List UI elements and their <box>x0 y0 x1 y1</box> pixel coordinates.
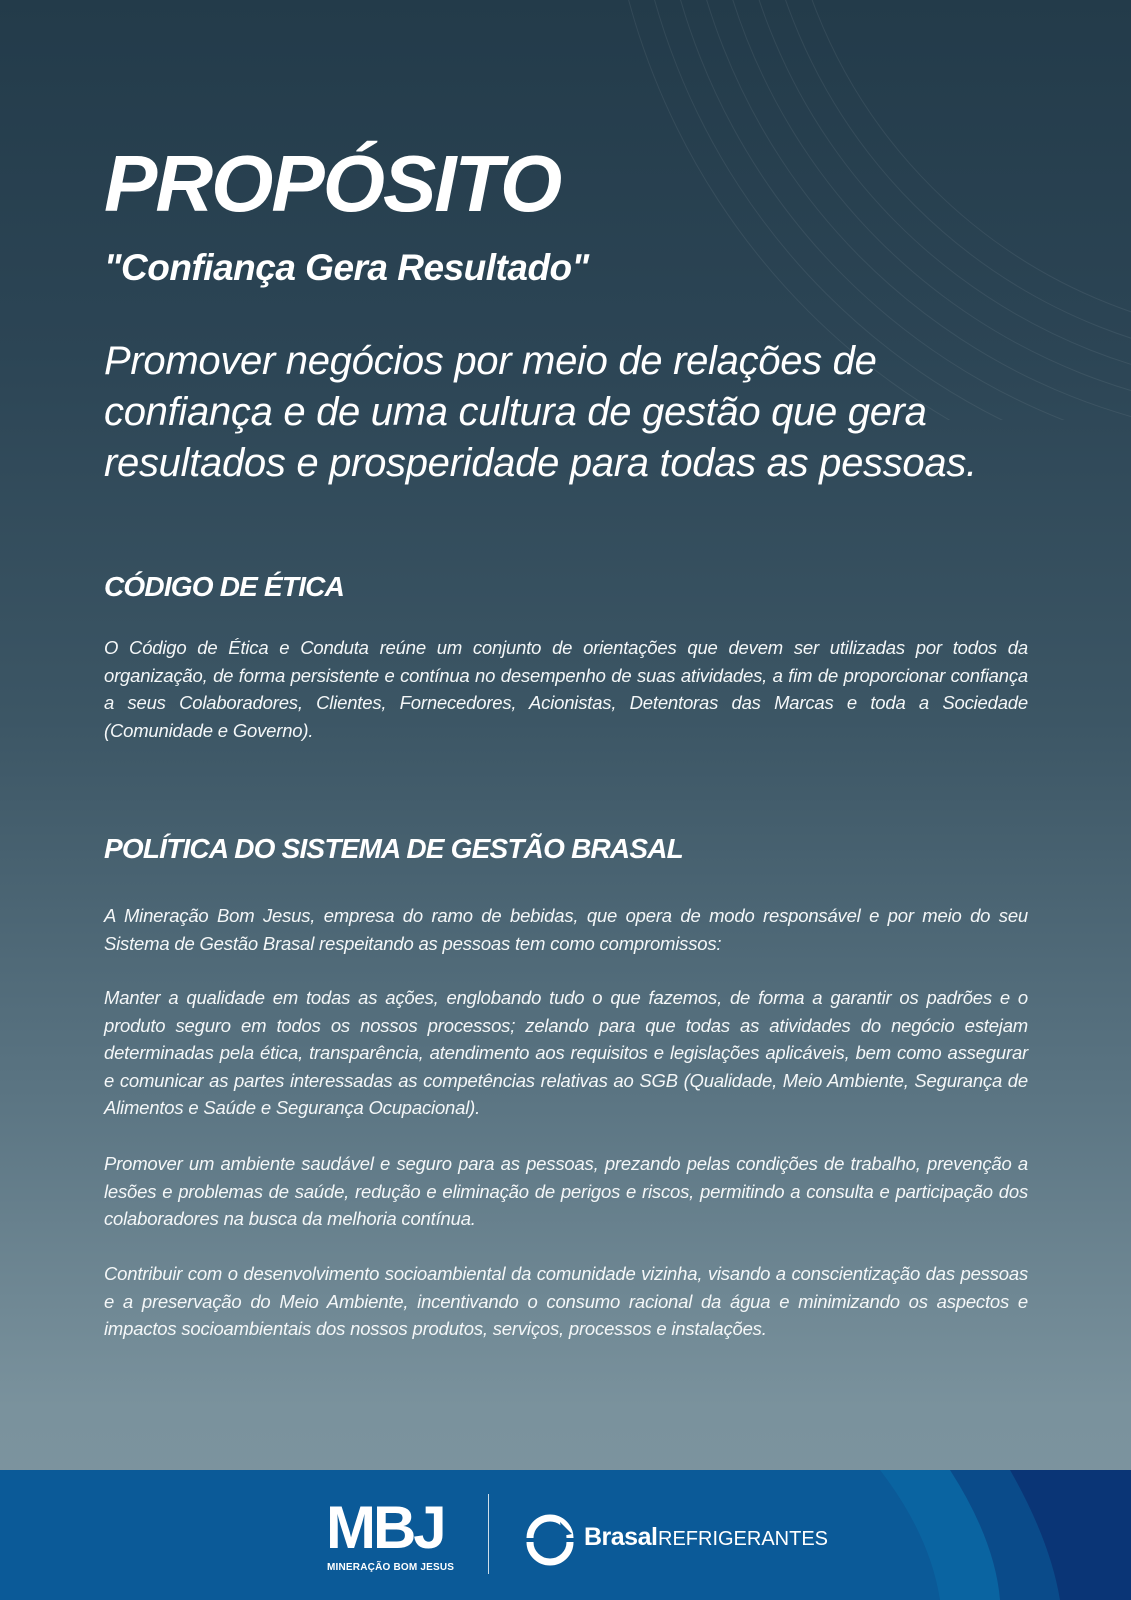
ethics-text: O Código de Ética e Conduta reúne um conjunto de orientações que devem ser utilizadas por todos da organização, de forma persistente e contínua no desempenho de suas atividades, a fim de proporcionar confiança a seus Colaboradores, Clientes, Fornecedores, Acionistas, Detentoras das Marcas e toda a Sociedade (Comunidade e Governo). <box>104 637 1028 741</box>
brasal-ring-icon <box>522 1510 578 1566</box>
policy-paragraph-quality: Manter a qualidade em todas as ações, englobando tudo o que fazemos, de forma a garantir os padrões e o produto seguro em todos os nossos processos; zelando para que todas as atividades do negócio estejam determinadas pela ética, transparência, atendimento aos requisitos e legislações aplicáveis, bem como assegurar e comunicar as partes interessadas as competências relativas ao SGB (Qualidade, Meio Ambiente, Segurança de Alimentos e Saúde e Segurança Ocupacional). <box>104 987 1028 1118</box>
logo-divider <box>488 1494 489 1574</box>
mbj-logo-text: MBJ <box>326 1494 444 1561</box>
purpose-statement: Promover negócios por meio de relações de confiança e de uma cultura de gestão que gera resultados e prosperidade para todas as pessoas. <box>104 339 977 485</box>
policy-paragraph-intro: A Mineração Bom Jesus, empresa do ramo de bebidas, que opera de modo responsável e por meio do seu Sistema de Gestão Brasal respeitando as pessoas tem como compromissos: <box>104 905 1028 954</box>
mbj-logo-subtitle: MINERAÇÃO BOM JESUS <box>327 1562 455 1573</box>
policy-paragraph-health: Promover um ambiente saudável e seguro para as pessoas, prezando pelas condições de trabalho, prevenção a lesões e problemas de saúde, redução e eliminação de perigos e riscos, permitindo a consulta e participação dos colaboradores na busca da melhoria contínua. <box>104 1153 1028 1229</box>
mbj-logo <box>326 1494 456 1578</box>
page-title: PROPÓSITO <box>104 139 561 228</box>
policy-paragraph-environment: Contribuir com o desenvolvimento socioambiental da comunidade vizinha, visando a conscientização das pessoas e a preservação do Meio Ambiente, incentivando o consumo racional da água e minimizando os aspectos e impactos socioambientais dos nossos produtos, serviços, processos e instalações. <box>104 1263 1028 1339</box>
brasal-suffix: REFRIGERANTES <box>658 1528 829 1550</box>
brasal-logo <box>522 1510 829 1566</box>
brasal-name: Brasal <box>584 1523 658 1551</box>
policy-heading: POLÍTICA DO SISTEMA DE GESTÃO BRASAL <box>104 833 683 864</box>
motto: "Confiança Gera Resultado" <box>104 247 589 288</box>
footer-bar <box>0 1470 1131 1600</box>
ethics-heading: CÓDIGO DE ÉTICA <box>104 571 345 602</box>
